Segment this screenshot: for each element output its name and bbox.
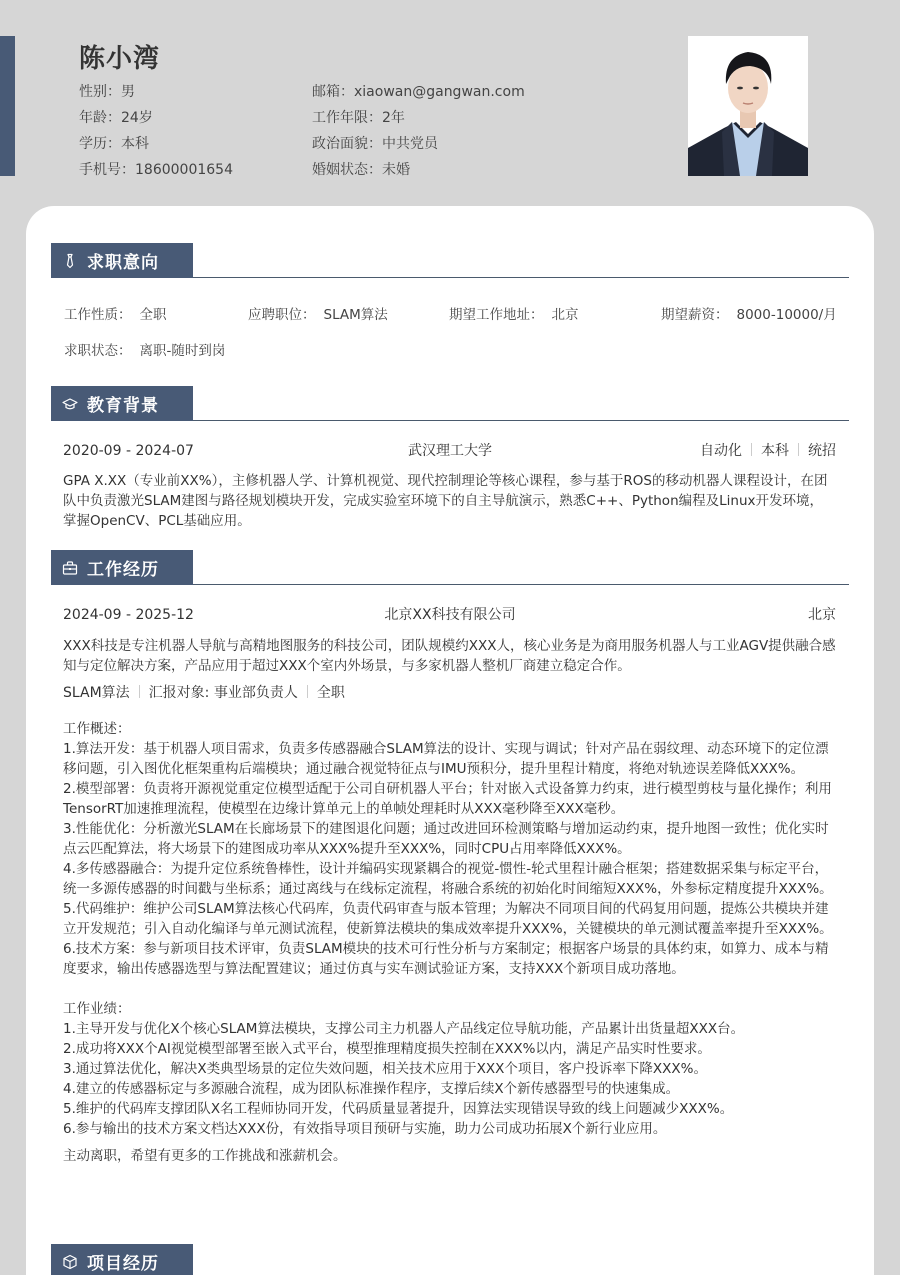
section-header [51,1244,849,1275]
achievement-item: 3.通过算法优化，解决X类典型场景的定位失效问题，相关技术应用于XXX个项目，客户投诉率下降XXX%。 [63,1061,707,1077]
achievement-item: 1.主导开发与优化X个核心SLAM算法模块，支撑公司主力机器人产品线定位导航功能，产品累计出货量超XXX台。 [63,1021,745,1037]
graduation-cap-icon [62,396,78,412]
info-political-status: 政治面貌：中共党员 [312,136,438,152]
work-company: 北京XX科技有限公司 [384,607,516,623]
header-accent-bar [0,36,15,176]
achievement-item: 6.参与输出的技术方案文档达XXX份，有效指导项目预研与实施，助力公司成功拓展X个新行业应用。 [63,1121,667,1137]
summary-item: 1.算法开发：基于机器人项目需求，负责多传感器融合SLAM算法的设计、实现与调试；针对产品在弱纹理、动态环境下的定位漂移问题，引入图优化框架重构后端模块；通过融合视觉特征点与IMU预积分，提升里程计精度，将绝对轨迹误差降低XXX%。 [63,741,829,777]
info-education: 学历：本科 [79,136,149,152]
basic-info-left [79,82,233,186]
portrait-illustration [688,36,808,176]
intent-position: 应聘职位： SLAM算法 [248,307,388,323]
briefcase-icon [62,560,78,576]
section-title: 工作经历 [87,560,159,580]
info-phone: 手机号：18600001654 [79,162,233,178]
info-email: 邮箱：xiaowan@gangwan.com [312,84,525,100]
tag-employment-type: 全职 [316,685,345,701]
candidate-name: 陈小湾 [79,44,161,74]
company-description: XXX科技是专注机器人导航与高精地图服务的科技公司，团队规模约XXX人，核心业务是为商用服务机器人与工业AGV提供融合感知与定位解决方案，产品应用于超过XXX个室内外场景，与多家机器人整机厂商建立稳定合作。 [63,638,836,674]
intent-location: 期望工作地址： 北京 [449,307,579,323]
info-marital-status: 婚姻状态：未婚 [312,162,410,178]
section-work-experience [51,550,849,1166]
divider [751,443,752,456]
intent-job-type: 工作性质： 全职 [64,307,167,323]
summary-item: 5.代码维护：维护公司SLAM算法核心代码库，负责代码审查与版本管理；为解决不同项目间的代码复用问题，提炼公共模块并建立开发规范；引入自动化编译与单元测试流程，使新算法模块的集成效率提升XXX%，关键模块的单元测试覆盖率提升至XXX%。 [63,901,833,937]
education-meta: 自动化 本科 统招 [700,443,836,459]
tie-icon [62,253,78,269]
summary-item: 3.性能优化：分析激光SLAM在长廊场景下的建图退化问题；通过改进回环检测策略与增加运动约束，提升地图一致性；优化实时点云匹配算法，将大场景下的建图成功率从XXX%提升至XXX%，同时CPU占用率降低XXX%。 [63,821,829,857]
divider [798,443,799,456]
work-achievements [51,999,849,1139]
section-education [51,386,849,531]
section-header [51,386,849,421]
cube-icon [62,1254,78,1270]
leave-reason: 主动离职，希望有更多的工作挑战和涨薪机会。 [63,1148,347,1164]
summary-item: 6.技术方案：参与新项目技术评审，负责SLAM模块的技术可行性分析与方案制定；根据客户场景的具体约束，如算力、成本与精度要求，输出传感器选型与算法配置建议；通过仿真与实车测试验证方案，支持XXX个新项目成功落地。 [63,941,829,977]
achievement-item: 4.建立的传感器标定与多源融合流程，成为团队标准操作程序，支撑后续X个新传感器型号的快速集成。 [63,1081,680,1097]
intent-salary: 期望薪资： 8000-10000/月 [661,307,837,323]
education-school: 武汉理工大学 [408,443,492,459]
work-summary-title: 工作概述： [63,721,131,737]
info-age: 年龄：24岁 [79,110,153,126]
work-entry-header [51,605,849,625]
work-period: 2024-09 - 2025-12 [63,607,194,623]
section-header [51,243,849,278]
section-projects [51,1244,849,1275]
info-work-years: 工作年限：2年 [312,110,405,126]
section-tab [51,1244,193,1275]
achievement-item: 2.成功将XXX个AI视觉模型部署至嵌入式平台，模型推理精度损失控制在XXX%以内，满足产品实时性要求。 [63,1041,711,1057]
achievement-item: 5.维护的代码库支撑团队X名工程师协同开发，代码质量显著提升，因算法实现错误导致的线上问题减少XXX%。 [63,1101,734,1117]
divider [307,685,308,698]
section-tab [51,550,193,585]
resume-card [26,206,874,1275]
section-title: 求职意向 [87,253,159,273]
intent-status: 求职状态： 离职-随时到岗 [64,343,226,359]
education-entry-header [51,441,849,461]
basic-info-right [312,82,525,186]
work-tags [51,683,849,703]
avatar-photo [688,36,808,176]
section-tab [51,243,193,278]
info-gender: 性别：男 [79,84,135,100]
work-location: 北京 [808,607,836,623]
divider [139,685,140,698]
tag-role: SLAM算法 [63,685,130,701]
section-job-intent [51,243,849,359]
tag-report-to: 汇报对象: 事业部负责人 [148,685,298,701]
summary-item: 2.模型部署：负责将开源视觉重定位模型适配于公司自研机器人平台；针对嵌入式设备算力约束，进行模型剪枝与量化操作；利用TensorRT加速推理流程，使模型在边缘计算单元上的单帧处理耗时从XXX毫秒降至XXX毫秒。 [63,781,832,817]
education-description: GPA X.XX（专业前XX%），主修机器人学、计算机视觉、现代控制理论等核心课程，参与基于ROS的移动机器人课程设计，在团队中负责激光SLAM建图与路径规划模块开发，完成实验室环境下的自主导航演示，熟悉C++、Python编程及Linux开发环境，掌握OpenCV、PCL基础应用。 [63,473,828,529]
work-achievements-title: 工作业绩： [63,1001,131,1017]
section-title: 项目经历 [87,1254,159,1274]
work-summary [51,719,849,979]
education-period: 2020-09 - 2024-07 [63,443,194,459]
section-header [51,550,849,585]
section-title: 教育背景 [87,396,159,416]
section-tab [51,386,193,421]
summary-item: 4.多传感器融合：为提升定位系统鲁棒性，设计并编码实现紧耦合的视觉-惯性-轮式里程计融合框架；搭建数据采集与标定平台，统一多源传感器的时间戳与坐标系；通过离线与在线标定流程，将融合系统的初始化时间缩短XXX%，外参标定精度提升XXX%。 [63,861,833,897]
